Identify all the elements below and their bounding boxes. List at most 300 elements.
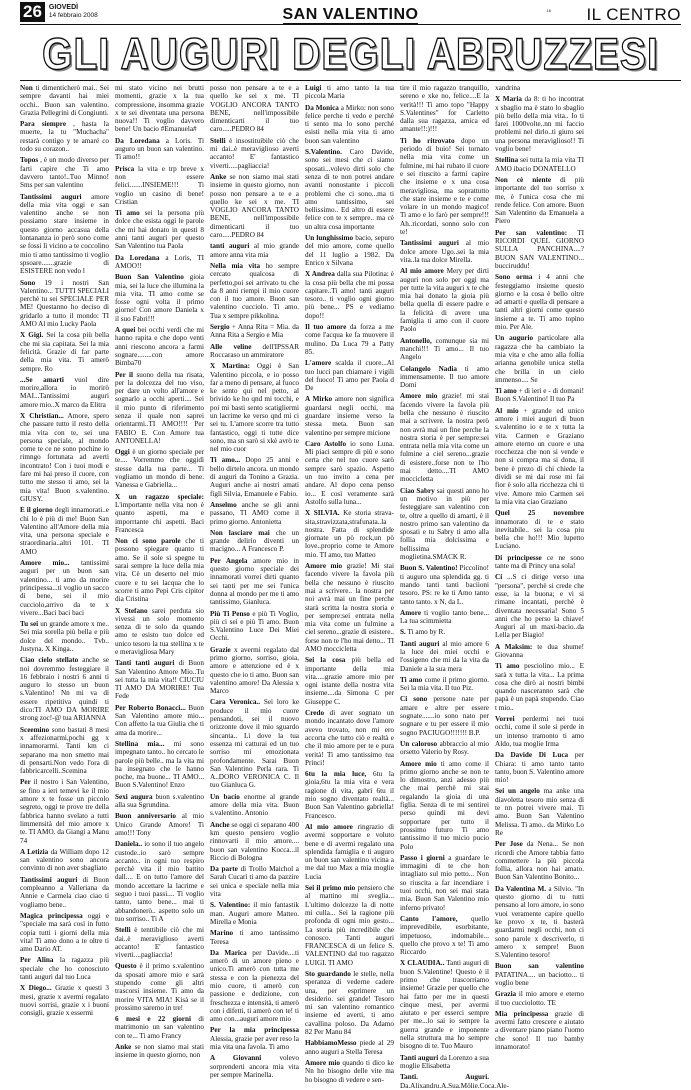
message	[495, 990, 584, 1007]
message-lead: Più Ti Penso	[210, 609, 250, 618]
message-lead: X Martina:	[210, 362, 251, 371]
message-lead: Per il	[115, 370, 134, 379]
message	[495, 176, 584, 226]
message-lead: Magica principessa	[20, 911, 83, 920]
message-text: per Chiara: ti amo tanto tanto tanto, buon S. Valentino amore mio!	[495, 751, 584, 785]
message	[210, 929, 299, 946]
message-lead: X Stefano	[115, 606, 148, 615]
message-text: i 4 anni che festeggiamo insieme questo giorno e la cosa è bello oltre ad amarti e quella di pensare a tanti altri giorni come questo insieme a te. Ti amo topino mio. Per Ale.	[495, 273, 584, 332]
message-text: + di ieri e - di domani! Buon S.Valentino! Il tuo Pa	[495, 387, 584, 404]
message-lead: S.	[400, 628, 406, 637]
message-lead: Ti amo	[115, 209, 140, 218]
message-text: è un giorno speciale per te.... Vorremmo che oggidì stesse dalla tua parte... Ti vogliamo un mondo di bene. Vanessa e Gabriella...	[115, 448, 204, 490]
message-lead: Ti ho ritrovato	[400, 136, 455, 145]
message	[210, 901, 299, 926]
message-text: Sei la cosa più bella che mi sia capitata. Sei la mia felicità. Grazie di far parte della mia vita. Ti amerò sempre. Ro	[20, 331, 110, 373]
message-text: dell'IPSSAR Roccaraso un ammiratore	[210, 342, 299, 359]
message	[210, 865, 299, 898]
message	[20, 656, 109, 722]
masthead: IL CENTRO	[586, 5, 681, 24]
message-text: ti dimenticherò mai.. Sei sempre davanti hai miei occhi.. Buon san valentino. Grazia Pellegrini di Congiunti.	[20, 84, 109, 117]
message-text: anche se gli anni passano, TI AMO come il primo giorno. Antonietta	[210, 500, 299, 526]
page-header	[20, 2, 681, 22]
message	[115, 926, 204, 959]
message	[20, 726, 109, 776]
message-lead: Stelli	[115, 926, 131, 935]
message-lead: X un ragazzo speciale:	[115, 492, 204, 501]
message-text: Dopo 25 anni e bello dirtelo ancora. un mondo di auguri da Tonino a Grazia. Auguri anche ai nostri amati figli Silvia, Emanuele e Fabio.	[210, 456, 299, 498]
message-lead: A Mirko	[305, 395, 333, 404]
message	[495, 885, 584, 960]
message-text: tire il mio ragazzo tranquillo, sereno e xke no, felice....E la verità!!! Ti amo topo "Happy S.Valentines" for Carletto dalla sua ragazza, amica ed amante!!:)!!!	[400, 84, 489, 134]
message-text: ti voglio tanto bene... La tua scimmietta	[400, 608, 489, 626]
message	[305, 823, 394, 881]
message-text: di aver sognato un mondo incantato dove l'amore avevo trovato, non mi ero accorta che tutto ciò e realtà e che il mio amore per te e pura verità! Ti amo tantissimo tua Princi!	[305, 709, 394, 767]
message-lead: Questo	[115, 962, 137, 971]
message	[210, 949, 299, 1024]
message-text: amore della mia vita oggi e san valentino anche se non possiamo stare insieme in questo giorno accasua della lontananza io però sono come se fossi lì vicino a te coccolino mio ti amo tantissimo ti voglio spsoare.......grazie di ESISTERE non vedo l	[20, 192, 109, 276]
message-text: di Trollo Maichol a Sarah Cucarì ti amo da pazzire sei unica e speciale nella mia vita	[210, 865, 299, 899]
message-text: a Silvio. "In questo giorno di tu tutti pensano al loro amore, io sono vuoi veramente capire quello ke provo x te, ti basterà guardarmi negli occhi, non ci sono parole x descriverlo, ti amero x sempre! Buon S.Valentino tesoro!	[495, 884, 584, 960]
message	[495, 662, 584, 712]
message-text: da William dopo 12 san valentino sono ancora convinto di non aver sbagliato	[20, 847, 109, 873]
message	[495, 273, 584, 331]
message-text: ti amo immensamente. Il tuo amore Domi	[400, 364, 489, 390]
message	[20, 193, 109, 276]
message	[400, 609, 489, 626]
message-lead: X Maria	[495, 95, 522, 104]
message-lead: Anche	[210, 820, 230, 829]
message-columns	[20, 84, 681, 1090]
message	[400, 267, 489, 333]
message	[115, 704, 204, 737]
message	[305, 884, 394, 967]
message-text: è il primo s.valentino da sposati amore mio e sarà stupendo come gli altri trascorsi insieme. Ti amo da morire VITA MIA! Kisà se il prossimo saremo in tre!	[115, 962, 204, 1012]
message	[210, 501, 299, 526]
message-text: Amore, spero che passare tutto il resto della mia vita con te, sei una persona speciale, al mondo come te ce ne sono pochine io rimngo fortunata ad averti incontrato! Con i tuoi modi e fare mi hai preso il cuore, con tutto me stesso ti amo, sei la mia vita! Buon s.valentino. GIUSY.	[20, 411, 109, 503]
message-text: Da.Alixandru.A.Sua.Mölie.Coca.Ale-	[400, 1081, 509, 1090]
message	[20, 279, 109, 329]
message	[400, 676, 489, 693]
message-text: sai questi anno ho un motivo in più per festeggiare san valentino con te, oltre a quello di amarti, è il nostro primo san valentino da sposati e tu Sabry ti amo alla follia mia dolcissima e bellissima moglietina.SMACK R.	[400, 486, 490, 562]
message-lead: Ciao cielo stellato	[20, 656, 79, 665]
message-text: per Davide....ti amerò di un amore pieno e unico.Ti amerò con tutta me stessa e con la pienezza del mio cuore, ti amerò con passione e dedizione, con freschezza e intensità, ti amerò con i difetti, ti amerò con te! ti amo con...auguri amore mio	[210, 948, 299, 1024]
message-lead: Da parte	[210, 865, 238, 874]
message-lead: Mia principessa	[495, 1009, 549, 1018]
message	[400, 564, 489, 605]
message-text: , hasta la muerte, la tu "Muchacha" restarà contigo y te amaré co todo su corazon..	[20, 120, 109, 154]
message-text: è insostituibile ciò che mi dai..è meraviglioso averti accanto! E' fantastico viverti.....pagliaccia!	[210, 136, 299, 170]
message-lead: Vorrei	[495, 715, 515, 724]
message	[495, 751, 584, 784]
message	[400, 1054, 489, 1071]
message	[210, 84, 299, 134]
message-text: ho sempre cercato qualcosa di perfetto,poi sei arrivato tu che da 8 anni riempi il mio cuore con il tuo amore. Buon san valentino cucciolo. Ti amo. Tua x sempre pikkolina.	[210, 261, 299, 320]
message-text: se non siamo mai stati insieme in questo giorno, non posso non pensare a te e a quello ke sei x me. TI VOGLIO ANCORA TANTO BENE, nell'impossibile dimenticarti il tuo caro.....PEDRO 84	[210, 172, 299, 240]
message	[400, 392, 489, 483]
message-lead: tanti auguri	[210, 242, 250, 251]
message-text: la vita e trp breve x non essere felici.......INSIEME!!! Ti voglio un casino di bene! Cristian	[115, 164, 204, 206]
message-lead: Nella mia vita	[210, 261, 261, 270]
message-lead: Non cè niente	[495, 175, 552, 184]
message	[305, 709, 394, 767]
message-lead: Sergio	[210, 323, 230, 332]
message	[210, 456, 299, 497]
message-lead: S. Valentino:	[210, 901, 251, 910]
message-lead: Grazia	[495, 990, 517, 999]
message-lead: Tanti tanti auguri	[115, 659, 175, 668]
message	[115, 962, 204, 1012]
message-lead: X Christian...	[20, 411, 64, 420]
message-text: il mio fantastik man. Auguri amore Matteo. Mirella e Monia	[210, 901, 299, 926]
headline-wrap	[20, 29, 681, 80]
column-1	[20, 84, 109, 1019]
message-lead: Il tuo amore	[305, 323, 347, 332]
message	[400, 740, 489, 757]
message-text: suono della tua risata, per la dolcezza del tuo viso, per dare un volto all'amore e sognarlo a occhi aperti.... Sei il mio punto di riferimento senza il quale non saprei orientarmi..TI AMO!!!! Per FABIO E. Con Amore tua ANTONELLA!	[115, 370, 204, 445]
message-lead: Tu sei	[20, 620, 39, 629]
message	[400, 628, 489, 636]
message-lead: Sei il primo mio	[305, 884, 356, 893]
message	[495, 715, 584, 748]
message-lead: Topos	[20, 156, 39, 165]
message-text: Alessia, grazie per aver reso la mia vita una favola. Ti amo	[210, 1034, 299, 1052]
message-text: di matrimonio un san valentino con te... Ti amo Francy	[115, 1015, 205, 1040]
message-text: al mio Unico Grande Amore! Ti amo!!! Tony	[115, 812, 204, 837]
message-lead: Credo	[305, 709, 325, 718]
message-text: Piccolino! ti auguro una splendida gg. ti mando tanti tanti baciioni tesoro. PS: re ke ti Amo tanto tanto tanto. x N, da L.	[400, 564, 489, 606]
message-lead: Amore mio	[305, 1058, 341, 1067]
message	[495, 334, 584, 384]
message-lead: Buon san valentino	[495, 962, 584, 971]
message	[210, 262, 299, 320]
message	[495, 962, 584, 987]
message	[210, 362, 299, 453]
message-text: posso non pensare a te e a quello ke sei x me. TI VOGLIO ANCORA TANTO BENE, nell'impossibile dimenticarti il tuo caro.....PEDRO 84	[210, 84, 299, 134]
message	[115, 137, 204, 162]
message-text: a Mirko: non sono felice perche ti vedo e perchè ti sento ma lo sono perché esisti nella mia vita ti amo buon san valentino	[305, 103, 394, 145]
message-lead: Sei la cosa	[305, 656, 346, 665]
message	[400, 239, 489, 264]
message	[20, 156, 109, 189]
message	[20, 984, 109, 1017]
message-lead: Da Loredana	[115, 253, 160, 262]
message-text: un grande amore x me.. Sei mia sorella più bella e più dolce del mondo.. Tvb.. Justyna. X Kinga..	[20, 620, 109, 653]
message	[495, 407, 584, 507]
message-text: TI RICORDI QUEL GIORNO SULLA PANCHINA....?BUON SAN VALENTINO... bucciruddu!	[495, 228, 584, 270]
message-text: 19 i nostri San Valentino... TUTTI SPECIALI perchè tu sei SPECIALE PER ME! Questanno ho deciso di gridarlo a tutto il mondo: TI AMO Al mio Lucky Paola	[20, 278, 109, 329]
message-lead: X Diego...	[20, 984, 52, 993]
message-text: come il primo giorno. Sei la mia vita. Il tuo Piz.	[400, 675, 489, 693]
message-text: se oggi ci separano 400 km questo pensiero voglio rinnovarti il mio amore.... buon san valentino Kocca...il Riccio di Bologna	[210, 820, 299, 862]
column-4	[305, 84, 395, 1084]
message-text: Mery per dirti auguri non solo per oggi ma per tutte la vita auguri x te che mia hai donato la gioia più bella quella di essere padre e la felicità di avere una famiglia ti amo con il cuore Paolo	[400, 267, 489, 334]
message	[115, 326, 204, 367]
message	[495, 554, 584, 571]
message-text: PATATINA.... un baciotto... ti voglio bene	[495, 970, 584, 987]
column-3	[210, 84, 300, 1079]
headline-rule	[20, 80, 681, 81]
message-text: pensiero che al mattino mi sveglia... L'ultimo dolcezze la di notte mi culla... Sei la ragione più profonda di ogni mio gesto... La storia più incredibile che conosco. Tanti auguri FRANCESCA di un felice S. VALENTINO dal tuo ragazzo LUIGI. TI AMO	[305, 884, 394, 967]
message	[20, 506, 109, 556]
message	[20, 84, 109, 117]
message-lead: Per la mia principessa	[210, 1026, 299, 1035]
message-text: sarei perduta sio vivessi un solo momento senza di te solo da quando amo te esisto tuo dolce ed unico tesoro la tua stellina x te e meravigliosa Mary	[115, 606, 204, 656]
message-lead: Per Angela	[210, 556, 248, 565]
message	[305, 1039, 394, 1056]
message-text: sono bastati 8 mesi x affezionarmi,pochi gg x innamorarmi. Tanti km ci separano ma non smetto mai di pensarti.Non vedo l'ora di fabbricarcelli..Scemina	[20, 725, 109, 776]
message	[400, 854, 489, 912]
message-text: piede al 29 anno auguri a Stella Teresa	[305, 1039, 394, 1056]
message-text: di più importante del tuo sorriso x me, è l'unica cosa che mi rende felice. Con amore. Buon San Valentino da Emanuela a Piero	[495, 175, 584, 226]
message-lead: 6tu la mia luce,	[305, 770, 367, 779]
message	[210, 698, 299, 789]
message	[400, 760, 489, 851]
message-lead: E il giorno	[20, 506, 53, 515]
message-lead: Stelli	[210, 136, 226, 145]
message-lead: Buon anniversario	[115, 812, 176, 821]
message	[495, 229, 584, 270]
message-text: innamorato di te e stato inevitabile.. sei la cosa piu bella che ho!!! Mio lupetto Luciano.	[495, 517, 584, 551]
message	[115, 840, 204, 923]
message-lead: Tantissimi auguri	[400, 239, 459, 248]
message-text: abbraccio al mio orsetto Valerio by Rosy.	[400, 739, 489, 757]
message-lead: Passo i giorni	[400, 853, 445, 862]
message-lead: Amore mio	[305, 562, 343, 571]
message-lead: A quei	[115, 326, 136, 335]
message	[115, 273, 204, 323]
message	[400, 959, 489, 1050]
folio-number: 16	[546, 8, 551, 13]
issue-date: 14 febbraio 2008	[48, 11, 98, 19]
message-lead: Amore	[400, 608, 422, 617]
message	[115, 740, 204, 790]
message-text: tantissimi auguri per un buon san valentino... ti amo da morire principessa...ti voglio un sacco di bene, sei il mio cucciolo,arrivo da te x vivere...Baci baci baci	[20, 559, 109, 617]
message	[210, 821, 299, 862]
message-text: Buon San Valentino amore mio... Con affetto la tua Giulia che ti ama da morire...	[115, 703, 204, 737]
message-text: ringrazio di avermi sopportare e voluto bene e di avermi regalato una splendida famiglia e ti auguro un buon san valentino vicina a me dal tuo Max a mia moglie Lucia	[305, 822, 394, 881]
message-lead: Ti amo	[495, 662, 520, 671]
message-lead: Al mio	[495, 406, 519, 415]
headline: GLI AUGURI DEGLI ABRUZZESI	[42, 29, 659, 80]
message-lead: HabbiamoMesso	[305, 1039, 357, 1048]
message-text: da Lorenzo a sua moglie Elisabetta	[400, 1053, 489, 1070]
message-lead: Prisca	[115, 164, 135, 173]
message	[210, 1054, 299, 1079]
message-text: la ragazza più speciale che ho conosciuto tanti auguri dal tuo Luca	[20, 956, 109, 981]
message-lead: Un augurio	[495, 334, 534, 343]
message-lead: Tanti. Auguri.	[400, 1073, 489, 1082]
message	[495, 1010, 584, 1051]
message	[305, 323, 394, 356]
message-text: più bella ed importante della mia vita.....grazie amore mio per ogni istante della nostra vita insieme....da Simona C per Giuseppe C.	[305, 656, 395, 706]
message-lead: Marino	[210, 929, 234, 938]
message-lead: Para siempre	[20, 120, 67, 129]
message-lead: Tantissimi auguri	[20, 192, 82, 201]
message-text: buon s.valentino alla sua Sgrundina.	[115, 792, 204, 810]
weekday: GIOVEDÌ	[48, 4, 79, 11]
message-lead: Anke	[210, 172, 227, 181]
message-text: sei tutta la mia vita TI AMO ibacio DONATELLO	[495, 156, 584, 173]
message	[115, 493, 204, 534]
message-text: xandrina	[495, 84, 521, 92]
message-lead: Un lunghissimo	[305, 234, 354, 243]
message-lead: Amore mio	[400, 392, 438, 401]
message	[210, 529, 299, 554]
message	[400, 487, 489, 562]
message-lead: A Letizia	[20, 847, 49, 856]
message-text: amore non significa guardarsi negli occhi, ma guardare insieme verso la stessa meta. Buon san valentino per sempre micione	[305, 395, 394, 437]
message	[400, 1073, 509, 1090]
message-lead: S.Valentino.	[305, 148, 342, 157]
message-lead: Colangelo Nadia	[400, 364, 457, 373]
message-text: da forza a me come l'acqua ke fa muovere il mulino. Da Luca 79 a Patty 85.	[305, 323, 394, 356]
message	[20, 120, 109, 153]
message-lead: Un caloroso	[400, 739, 438, 748]
message-text: Sei loro ke produce il mio cuore pensandoti, sei il nuovo orizzonte dove il mio sguardo sincanta.. Lì dove la tua essenza mi catturai ed un tuo sorriso mi emozionata profondamente. Sarai Buon San Valentino Perla rara. Ti A..DORO VERONICA C. Il tuo Gianluca G.	[210, 698, 300, 790]
message-text: di Buon compleanno a Valleriana da Annie e Carmela ciao ciao ti vogliamo bene..	[20, 875, 110, 909]
message	[400, 695, 489, 736]
message-lead: Oggi	[115, 448, 130, 457]
message-lead: Ci	[495, 573, 503, 582]
message	[115, 209, 204, 250]
message	[495, 387, 584, 404]
message	[20, 412, 109, 503]
message-lead: Tantissimi auguri	[20, 875, 78, 884]
message-lead: Daniela..	[115, 840, 143, 849]
message	[400, 137, 489, 237]
message	[305, 148, 394, 231]
message-lead: Al mio amore	[400, 267, 444, 276]
message	[305, 562, 394, 653]
message-text: di Buon San Valentino Amore Mio..Tu sei tutta la mia vita!! CIUCIU TI AMO DA MORIRE! Tua Fede	[115, 659, 204, 701]
message-text: amore mio in questo giorno speciale dei innamorati vorrei dirti quanto sei tanti per me sei l'unica donna al mondo per me ti amo tantissimo, Gianluca.	[210, 556, 299, 607]
message-lead: Sono	[20, 278, 36, 287]
message-text: particolare alla ragazza che ha cambiato la mia vita e che amo alla follia arianna genobile unica stella che brilla in un cielo immenso.... Se	[495, 334, 584, 384]
message	[495, 95, 584, 153]
message	[305, 770, 394, 820]
message-text: io sono Luna. Mi piaci sempre di più e sono certa che nel tuo cuore sarò sempre sarò spazio. Aspetto un tuo invito a cena per andare. Al dopo cena penso io... E così veramente sarà Astolfo sulla luna...	[305, 439, 395, 506]
message	[210, 646, 299, 696]
message	[400, 365, 489, 390]
message-lead: Da Monica	[305, 103, 339, 112]
message-lead: Buon S. Valentino!	[400, 564, 458, 573]
message	[20, 956, 109, 981]
message-lead: Sei un angelo	[495, 787, 540, 796]
message-text: al mio amore 6 la luce dei miei occhi e l'ossigeno che mi da la vita da Daniele a la sua mera	[400, 639, 490, 673]
message-lead: A Maksim:	[495, 642, 533, 651]
message-lead: Non lasciare mai	[210, 528, 270, 537]
header-rule	[20, 24, 681, 25]
message-lead: X SILVIA.	[305, 509, 340, 518]
message-lead: A Giovanni	[210, 1054, 262, 1063]
message-text: scalda il cuore...Al tuo lucci pan chiamare i vigili del fuoco! Ti amo per Paola d De	[305, 359, 394, 393]
message-text: le stelle, nella speranza di vederne cadere una, per esprimere un desiderio. sei grande! Tesoro mi san valentino romantico insieme ed averti, ti amo cavallina poloso. Da Adamo 82 Per Manu 84	[305, 969, 394, 1037]
message-text: se non siamo mai stati insieme in questo giorno, non	[115, 1043, 204, 1060]
message-lead: X CLAUDIA..	[400, 959, 445, 968]
message	[305, 970, 394, 1036]
message	[495, 573, 584, 639]
message	[305, 234, 394, 267]
column-2	[115, 84, 205, 1060]
section-title: SAN VALENTINO	[282, 6, 419, 23]
message-lead: Per	[20, 778, 31, 787]
message	[115, 812, 204, 837]
message-text: ti amo tantissimo Teresa	[210, 929, 299, 946]
message-text: , è un modo diverso per farti capire che Ti amo davvero tanto!..Tuo Minno! Sms per san valentino	[20, 156, 109, 190]
message	[305, 656, 394, 706]
message-text: oggi e "speciale ma sarà così in futto copia tutti i giorni della mia vita! Ti amo dono a te oltre ti amo Dario AT.	[20, 911, 110, 954]
message-text: ti amo tanto la tua piccola Maria	[305, 84, 394, 101]
message-lead: Per Alina	[20, 956, 54, 965]
message-text: L'importante nella vita non è quanto aspetti, ma e imporrtante chi aspetti. Baci Francesca	[115, 500, 204, 534]
message	[115, 607, 204, 657]
message	[20, 620, 109, 653]
message-text: e più Ti Voglio, più ci sei e più Ti amo. Buon S.Valentino Luce Dei Miei Occhi.	[210, 609, 299, 643]
message-lead: Ti amo	[400, 675, 423, 684]
message	[400, 84, 489, 134]
message	[495, 643, 584, 660]
section-title-wrap	[20, 6, 681, 24]
message-lead: L'amore	[305, 359, 332, 368]
message	[210, 173, 299, 239]
message	[115, 793, 204, 810]
message-text: è tenttibile ciò che mi dai..è meraviglioso averti accanto! E' fantastico viverti....pagliaccia!	[115, 926, 204, 960]
message-text: quando ti dico ke Nn ho bisogno delle vite ma ho bisogno di vedere e sen-	[305, 1058, 394, 1084]
message-text: grazie di avermi fatto crescere e aiutato a diventare piano piano l'uomo che sono! Il tuo bamby innamorato!	[495, 1009, 584, 1052]
message	[20, 848, 109, 873]
message-text: pesciolino mio... E sarà x tutta la vita... La prima cosa che dirò ai nostri bimbi quando nasceranno sarà che papà è un papà stupendo. Ciao t mio..	[495, 662, 584, 712]
message	[210, 343, 299, 360]
message	[115, 371, 204, 446]
message-lead: Ci sono	[400, 695, 428, 704]
message-lead: Anke	[115, 1043, 132, 1052]
message-lead: Sexi augura	[115, 792, 153, 801]
message-text: io sono il tuo angelo custode..io sarò sempre accanto.. in ogni tuo respiro perchè vita il mio battito dall.... E on tutto l'amore del mondo accettare la lacrime e seguo i tuoi passi.... Ti voglio tanto, tanto bene... mai ti abbandonerò.. aspetto solo un tuo sorriso.. Ti A	[115, 840, 204, 923]
message-text: da Nena... Se non ricordi che Amore tabbia fatto commettere la più piccola follia, allora non hai amato. Buon San Valentino Bonito...	[495, 840, 584, 882]
page-number: 26	[20, 2, 45, 22]
message-lead: Non ci sono parole	[115, 537, 181, 546]
message	[495, 787, 584, 837]
message-lead: Per Roberto Bonacci...	[115, 703, 186, 712]
message-lead: Buon San Valentino	[115, 273, 184, 282]
message-lead: Luigi	[305, 84, 322, 92]
message-lead: Tanti auguri	[400, 1053, 439, 1062]
message-text: mi sono impegnato tanto.. ho cercato le parole più belle.. ma la vita mi ha insegnato che le hanno poche, ma buone... TI AMO... Buon S.Valentino! Enzo	[115, 739, 204, 790]
message-lead: Amore mio	[400, 759, 437, 768]
message-lead: Di principesse	[495, 553, 542, 562]
message-lead: Non	[20, 84, 33, 92]
message	[495, 84, 584, 92]
message	[495, 840, 584, 881]
message-text: volevo sorprenderti ancora mia vita per sempre Marinella.	[210, 1054, 299, 1079]
message-text: Grazie x questi 3 mesi, grazie x avermi regalato nuovi sorrisi, grazie x i buoni consigli, grazie x essermi	[20, 984, 109, 1018]
message	[305, 395, 394, 436]
column-6	[495, 84, 585, 1052]
message-text: comunque sia mi manchi!!! Ti amo... Il tuo Angelo	[400, 336, 489, 362]
message	[210, 1026, 299, 1051]
message-text: ce ne sono tante ma di Princy una sola!	[495, 553, 585, 571]
message-lead: Ti amo...	[210, 456, 241, 465]
message-text: bacio, sepuro del mio amore, come quello del 11 luglio a 1982. Da Enrico x Silvana	[305, 234, 394, 267]
message-text: + Anna Rita = Mia. da Anna Rita a Sergio e Mia	[210, 323, 299, 340]
message-lead: Quel 25 novembre	[495, 509, 584, 518]
message-lead: 6 mesi e 22 giorni	[115, 1015, 191, 1024]
message	[305, 359, 394, 392]
message	[20, 331, 109, 372]
message-lead: X Gigi.	[20, 331, 44, 340]
message	[210, 793, 299, 818]
